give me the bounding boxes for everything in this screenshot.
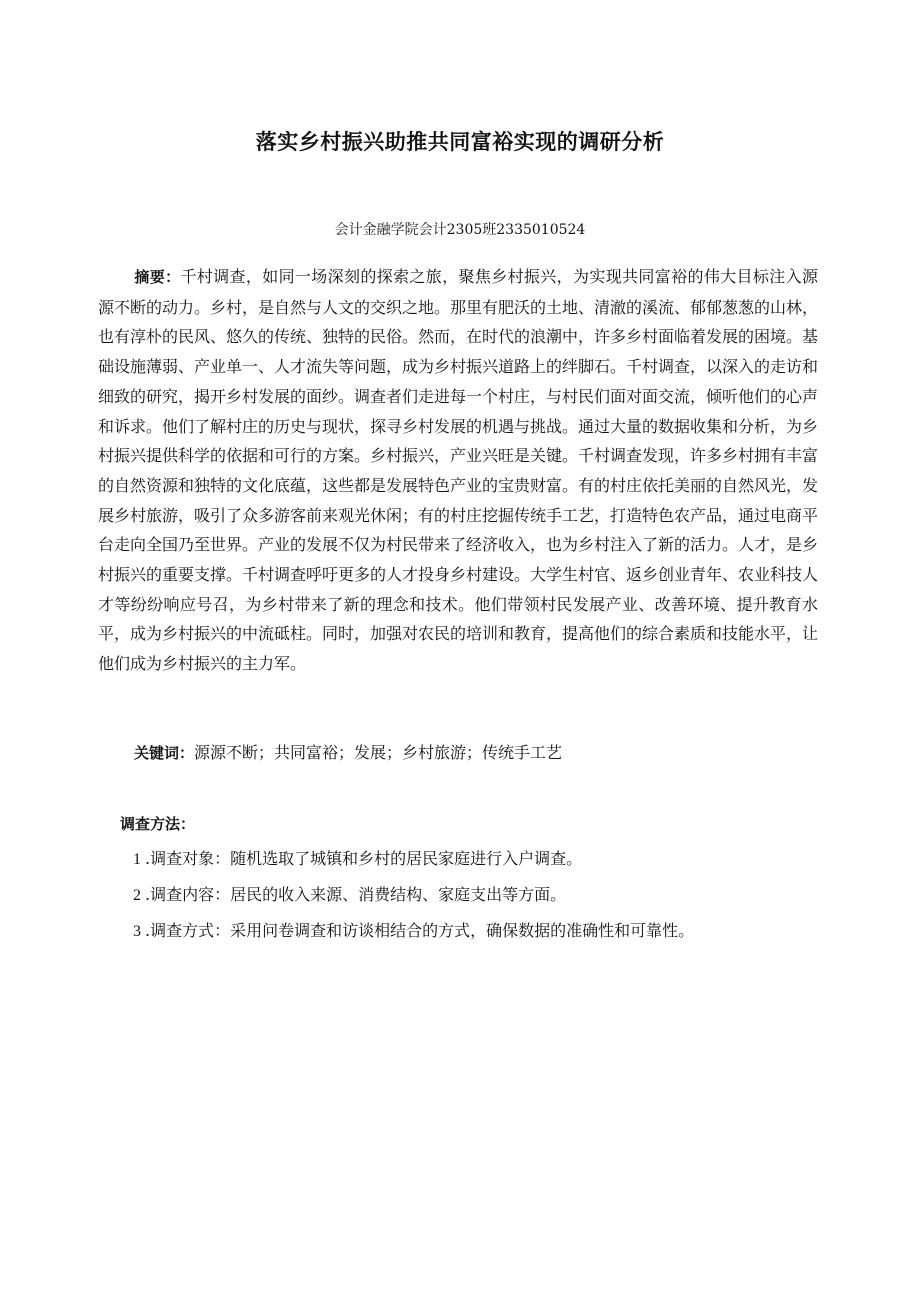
list-item <box>133 882 873 918</box>
list-item-text: .调查方式：采用问卷调查和访谈相结合的方式，确保数据的准确性和可靠性。 <box>145 921 695 940</box>
abstract-paragraph <box>98 262 818 679</box>
list-item <box>133 918 873 954</box>
list-item <box>133 846 873 882</box>
list-item-number: 3 <box>133 923 141 940</box>
methods-list <box>133 846 873 954</box>
abstract-label: 摘要： <box>134 268 181 286</box>
list-item-text: .调查对象：随机选取了城镇和乡村的居民家庭进行入户调查。 <box>145 849 583 868</box>
list-item-number: 2 <box>133 887 141 904</box>
abstract-text: 千村调查，如同一场深刻的探索之旅，聚焦乡村振兴，为实现共同富裕的伟大目标注入源源不断的动力。乡村，是自然与人文的交织之地。那里有肥沃的土地、清澈的溪流、郁郁葱葱的山林，也有淳朴的民风、悠久的传统、独特的民俗。然而，在时代的浪潮中，许多乡村面临着发展的困境。基础设施薄弱、产业单一、人才流失等问题，成为乡村振兴道路上的绊脚石。千村调查，以深入的走访和细致的研究，揭开乡村发展的面纱。调查者们走进每一个村庄，与村民们面对面交流，倾听他们的心声和诉求。他们了解村庄的历史与现状，探寻乡村发展的机遇与挑战。通过大量的数据收集和分析，为乡村振兴提供科学的依据和可行的方案。乡村振兴，产业兴旺是关键。千村调查发现，许多乡村拥有丰富的自然资源和独特的文化底蕴，这些都是发展特色产业的宝贵财富。有的村庄依托美丽的自然风光，发展乡村旅游，吸引了众多游客前来观光休闲；有的村庄挖掘传统手工艺，打造特色农产品，通过电商平台走向全国乃至世界。产业的发展不仅为村民带来了经济收入，也为乡村注入了新的活力。人才，是乡村振兴的重要支撑。千村调查呼吁更多的人才投身乡村建设。大学生村官、返乡创业青年、农业科技人才等纷纷响应号召，为乡村带来了新的理念和技术。他们带领村民发展产业、改善环境、提升教育水平，成为乡村振兴的中流砥柱。同时，加强对农民的培训和教育，提高他们的综合素质和技能水平，让他们成为乡村振兴的主力军。 <box>98 267 819 674</box>
keywords-line <box>134 740 834 766</box>
list-item-number: 1 <box>133 851 141 868</box>
keywords-text: 源源不断；共同富裕；发展；乡村旅游；传统手工艺 <box>194 743 563 762</box>
keywords-label: 关键词： <box>134 744 195 762</box>
author-line: 会计金融学院会计2305班2335010524 <box>334 222 586 238</box>
list-item-text: .调查内容：居民的收入来源、消费结构、家庭支出等方面。 <box>145 885 567 904</box>
methods-heading: 调查方法： <box>120 815 196 833</box>
document-title: 落实乡村振兴助推共同富裕实现的调研分析 <box>255 130 665 154</box>
